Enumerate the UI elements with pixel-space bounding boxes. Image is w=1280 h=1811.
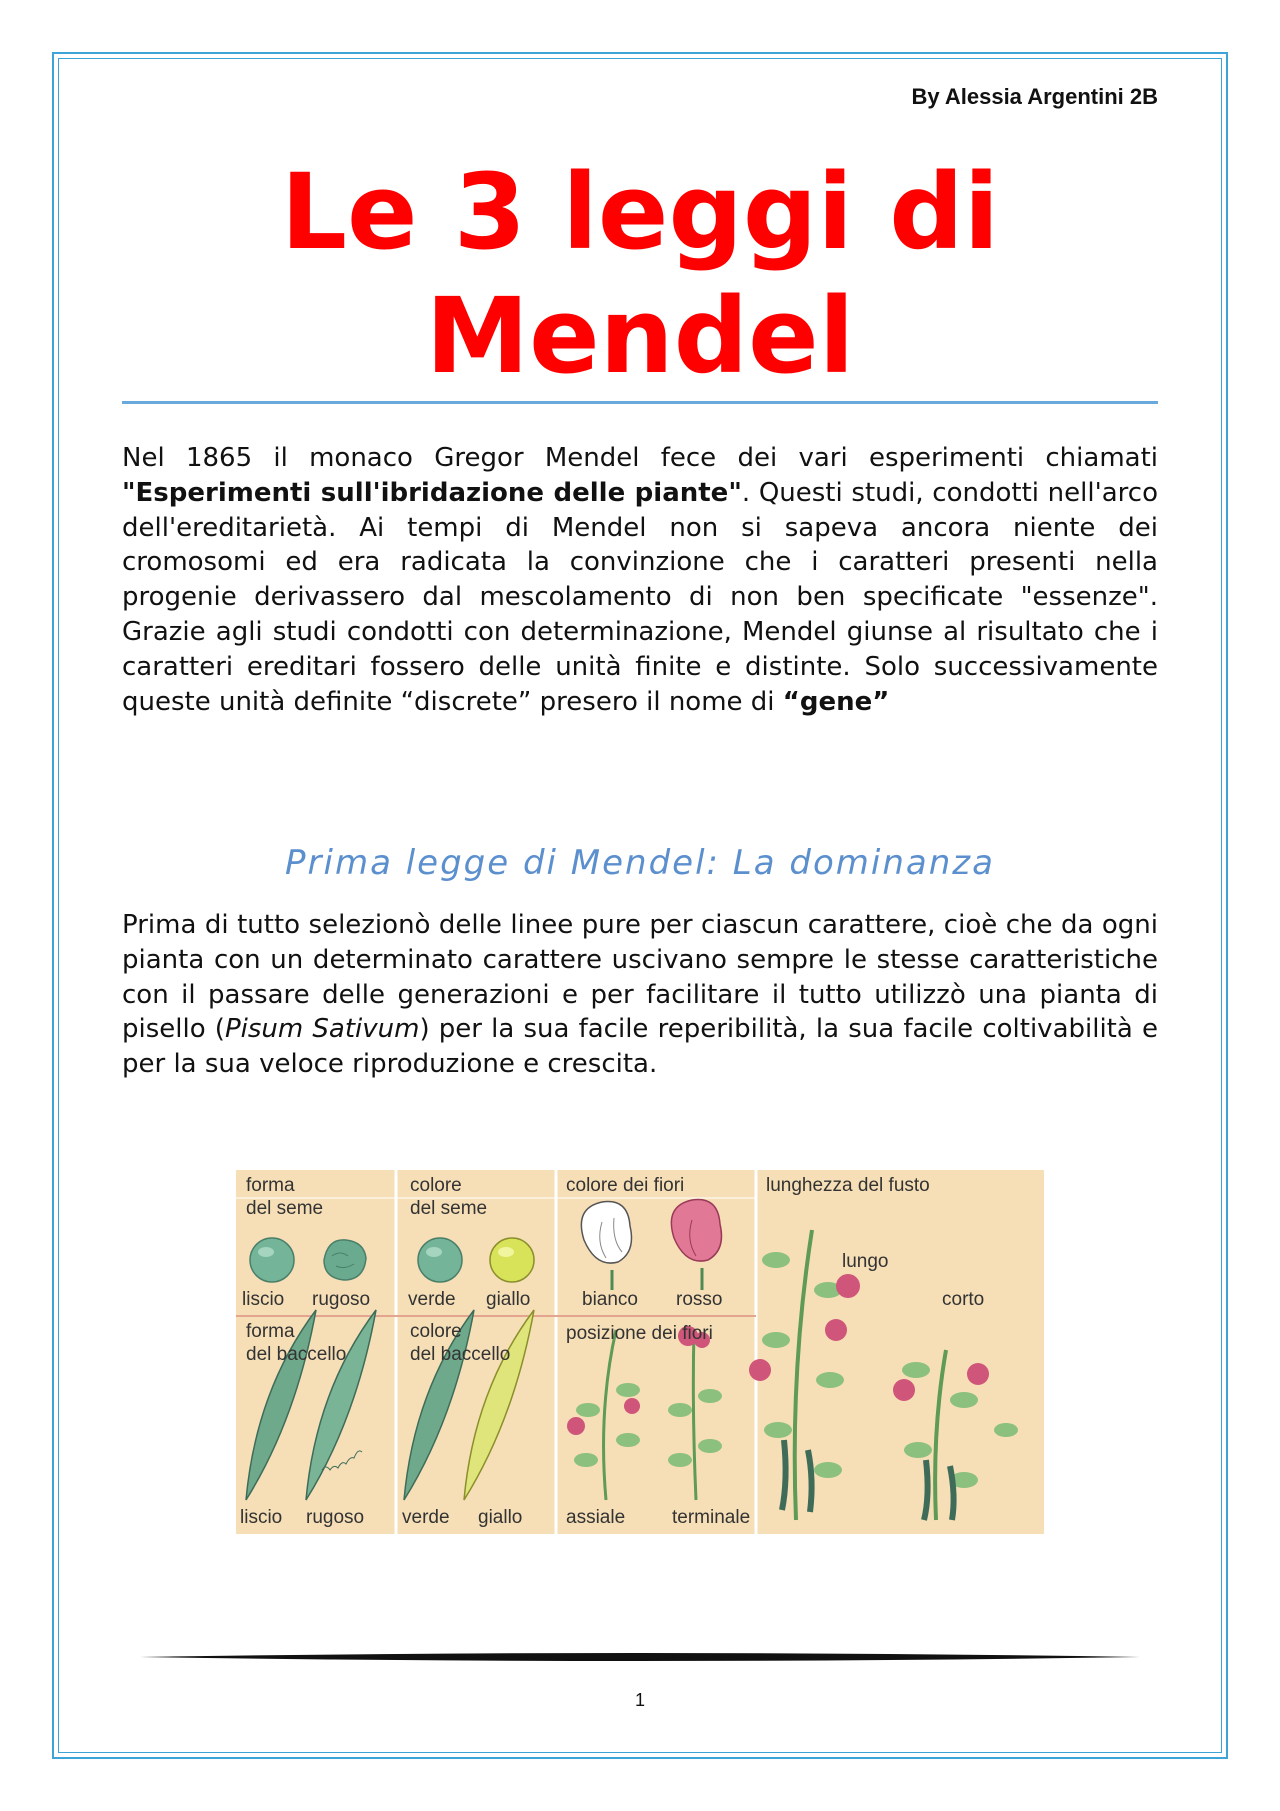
seed-wrinkled-icon xyxy=(324,1240,366,1280)
label-red: rosso xyxy=(676,1289,723,1310)
page-number: 1 xyxy=(634,1690,645,1710)
section-heading-first-law: Prima legge di Mendel: La dominanza xyxy=(285,843,995,883)
label-pod-wrinkled: rugoso xyxy=(306,1507,365,1528)
label-seed-green: verde xyxy=(408,1289,456,1310)
label-axial: assiale xyxy=(566,1507,626,1528)
first-law-text-2: ) per la sua facile reperibilità, la sua facile coltivabilità e per la sua veloce riproduzione e crescita. xyxy=(122,1014,1158,1080)
tall-plant-icon xyxy=(749,1230,860,1520)
first-law-italic-species: Pisum Sativum xyxy=(224,1014,420,1045)
intro-bold-gene: “gene” xyxy=(782,686,890,717)
title-line-1: Le 3 leggi di xyxy=(280,151,1000,273)
label-flower-color: colore dei fiori xyxy=(566,1175,685,1196)
intro-text-1: Nel 1865 il monaco Gregor Mendel fece dei vari esperimenti chiamati xyxy=(122,443,1158,473)
white-flower-icon xyxy=(581,1202,631,1291)
label-tall: lungo xyxy=(842,1251,889,1272)
label-seed-shape: forma del seme xyxy=(246,1175,324,1219)
traits-illustration xyxy=(236,1170,1044,1534)
label-seed-wrinkled: rugoso xyxy=(312,1289,371,1310)
seed-green-icon xyxy=(418,1238,462,1282)
intro-text-2: . Questi studi, condotti nell'arco dell'ereditarietà. Ai tempi di Mendel non si sapeva ancora niente dei cromosomi ed era radicata la convinzione che i caratteri presenti nella progenie derivassero dal mescolamento di non ben specificate "essenze". Grazie agli studi condotti con determinazione, Mendel giunse al risultato che i caratteri ereditari fossero delle unità finite e distinte. Solo successivamente queste unità definite “discrete” presero il nome di xyxy=(122,477,1158,717)
first-law-paragraph xyxy=(122,908,1158,1082)
label-terminal: terminale xyxy=(672,1507,751,1528)
label-short: corto xyxy=(942,1289,985,1310)
label-seed-smooth: liscio xyxy=(242,1289,285,1310)
author-line: By Alessia Argentini 2B xyxy=(911,84,1158,109)
label-pod-yellow: giallo xyxy=(478,1507,523,1528)
label-pod-shape: forma del baccello xyxy=(246,1321,347,1365)
terminal-flowers-plant-icon xyxy=(668,1326,722,1500)
title-divider xyxy=(122,401,1158,404)
label-seed-yellow: giallo xyxy=(486,1289,531,1310)
axial-flowers-plant-icon xyxy=(567,1330,640,1500)
label-seed-color: colore del seme xyxy=(410,1175,488,1219)
footer-divider xyxy=(140,1652,1140,1662)
label-flower-position: posizione dei fiori xyxy=(566,1323,713,1344)
intro-bold-title: "Esperimenti sull'ibridazione delle piante" xyxy=(122,477,742,508)
first-law-text-1: Prima di tutto selezionò delle linee pure per ciascun carattere, cioè che da ogni pianta con un determinato carattere uscivano sempre le stesse caratteristiche con il passare delle generazioni e per facilitare il tutto utilizzò una pianta di pisello ( xyxy=(122,910,1158,1045)
seed-smooth-icon xyxy=(250,1238,294,1282)
title-line-2: Mendel xyxy=(425,275,855,397)
label-white: bianco xyxy=(582,1289,638,1310)
intro-paragraph xyxy=(122,441,1158,719)
seed-yellow-icon xyxy=(490,1238,534,1282)
label-pod-green: verde xyxy=(402,1507,450,1528)
page-title xyxy=(122,150,1158,398)
short-plant-icon xyxy=(893,1350,1018,1520)
label-pod-color: colore del baccello xyxy=(410,1321,511,1365)
label-pod-smooth: liscio xyxy=(240,1507,283,1528)
red-flower-icon xyxy=(671,1200,721,1291)
mendel-traits-figure xyxy=(236,1170,1044,1534)
label-stem-length: lunghezza del fusto xyxy=(766,1175,930,1196)
